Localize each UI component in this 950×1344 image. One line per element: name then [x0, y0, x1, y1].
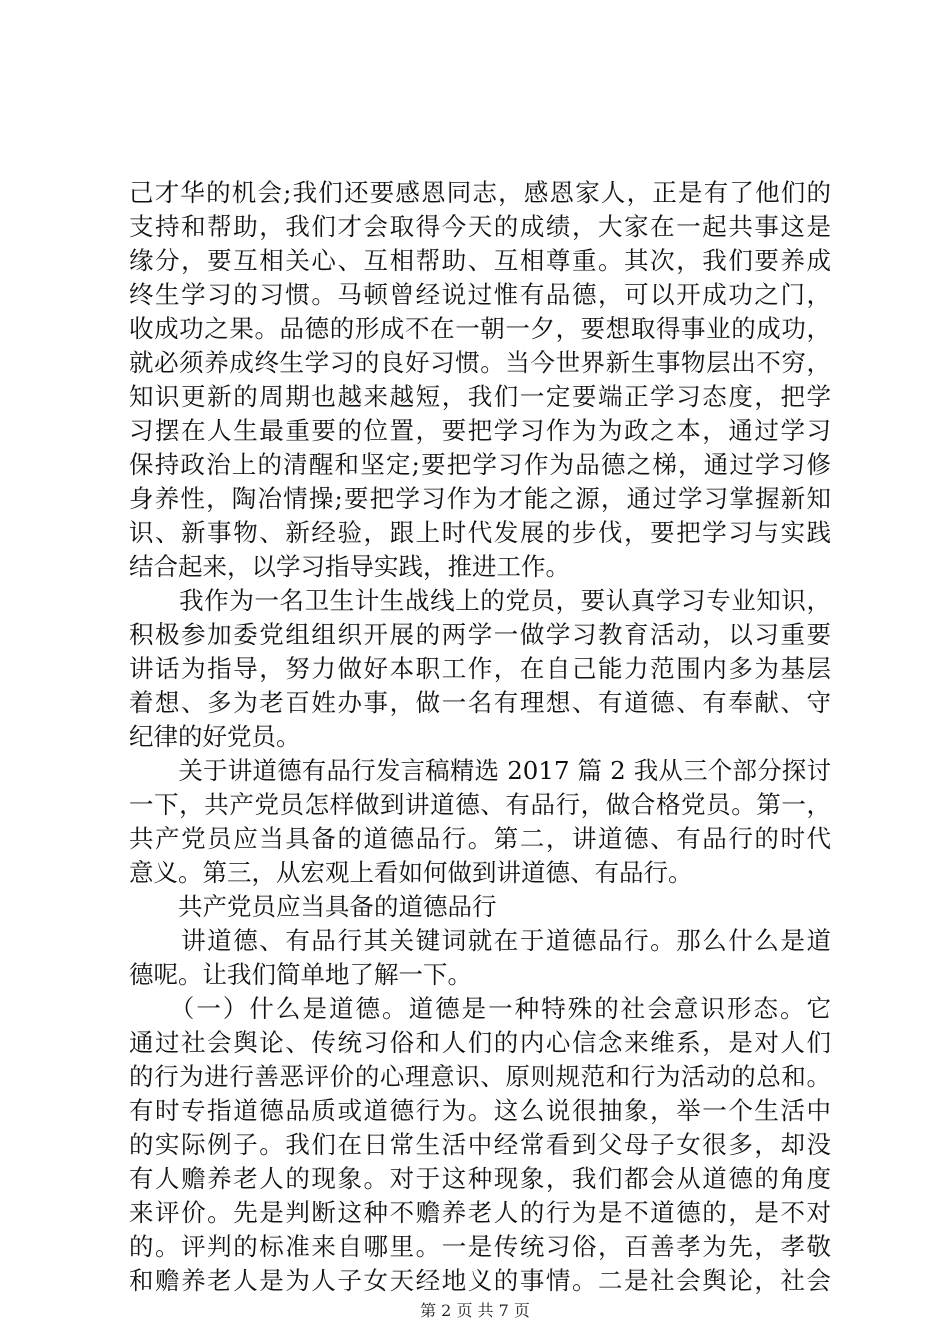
- text-line: 保持政治上的清醒和坚定;要把学习作为品德之梯，通过学习修: [129, 450, 831, 479]
- text-line: 共产党员应当具备的道德品行。第二，讲道德、有品行的时代: [129, 824, 831, 853]
- text-line: 来评价。先是判断这种不赡养老人的行为是不道德的，是不对: [129, 1198, 831, 1227]
- text-line: 支持和帮助，我们才会取得今天的成绩，大家在一起共事这是: [129, 212, 831, 241]
- text-line: 我作为一名卫生计生战线上的党员，要认真学习专业知识，: [129, 586, 831, 615]
- text-line: 纪律的好党员。: [129, 722, 301, 751]
- text-line: 有时专指道德品质或道德行为。这么说很抽象，举一个生活中: [129, 1096, 831, 1125]
- text-line: 关于讲道德有品行发言稿精选 2017 篇 2 我从三个部分探讨: [129, 756, 831, 785]
- text-line: 的实际例子。我们在日常生活中经常看到父母子女很多，却没: [129, 1130, 831, 1159]
- text-line: 结合起来，以学习指导实践，推进工作。: [129, 552, 570, 581]
- text-line: 讲道德、有品行其关键词就在于道德品行。那么什么是道: [129, 926, 831, 955]
- text-line: 一下，共产党员怎样做到讲道德、有品行，做合格党员。第一，: [129, 790, 831, 819]
- text-line: 收成功之果。品德的形成不在一朝一夕，要想取得事业的成功，: [129, 314, 831, 343]
- text-line: 德呢。让我们简单地了解一下。: [129, 960, 472, 989]
- text-line: 讲话为指导，努力做好本职工作，在自己能力范围内多为基层: [129, 654, 831, 683]
- text-line: 己才华的机会;我们还要感恩同志，感恩家人，正是有了他们的: [129, 178, 831, 207]
- section-heading: 共产党员应当具备的道德品行: [129, 892, 497, 921]
- text-line: 知识更新的周期也越来越短，我们一定要端正学习态度，把学: [129, 382, 831, 411]
- text-line: 习摆在人生最重要的位置，要把学习作为为政之本，通过学习: [129, 416, 831, 445]
- text-line: 的。评判的标准来自哪里。一是传统习俗，百善孝为先，孝敬: [129, 1232, 831, 1261]
- text-line: 通过社会舆论、传统习俗和人们的内心信念来维系，是对人们: [129, 1028, 831, 1057]
- text-line: 着想、多为老百姓办事，做一名有理想、有道德、有奉献、守: [129, 688, 831, 717]
- text-line: 就必须养成终生学习的良好习惯。当今世界新生事物层出不穷，: [129, 348, 831, 377]
- text-line: 意义。第三，从宏观上看如何做到讲道德、有品行。: [129, 858, 693, 887]
- text-line: 身养性，陶冶情操;要把学习作为才能之源，通过学习掌握新知: [129, 484, 831, 513]
- text-line: 缘分，要互相关心、互相帮助、互相尊重。其次，我们要养成: [129, 246, 831, 275]
- text-line: 终生学习的习惯。马顿曾经说过惟有品德，可以开成功之门，: [129, 280, 831, 309]
- text-line: 和赡养老人是为人子女天经地义的事情。二是社会舆论，社会: [129, 1266, 831, 1295]
- text-line: 的行为进行善恶评价的心理意识、原则规范和行为活动的总和。: [129, 1062, 831, 1091]
- text-line: 有人赡养老人的现象。对于这种现象，我们都会从道德的角度: [129, 1164, 831, 1193]
- text-line: （一）什么是道德。道德是一种特殊的社会意识形态。它: [129, 994, 831, 1023]
- text-line: 积极参加委党组组织开展的两学一做学习教育活动，以习重要: [129, 620, 831, 649]
- text-line: 识、新事物、新经验，跟上时代发展的步伐，要把学习与实践: [129, 518, 831, 547]
- page-number: 第 2 页 共 7 页: [420, 1301, 530, 1320]
